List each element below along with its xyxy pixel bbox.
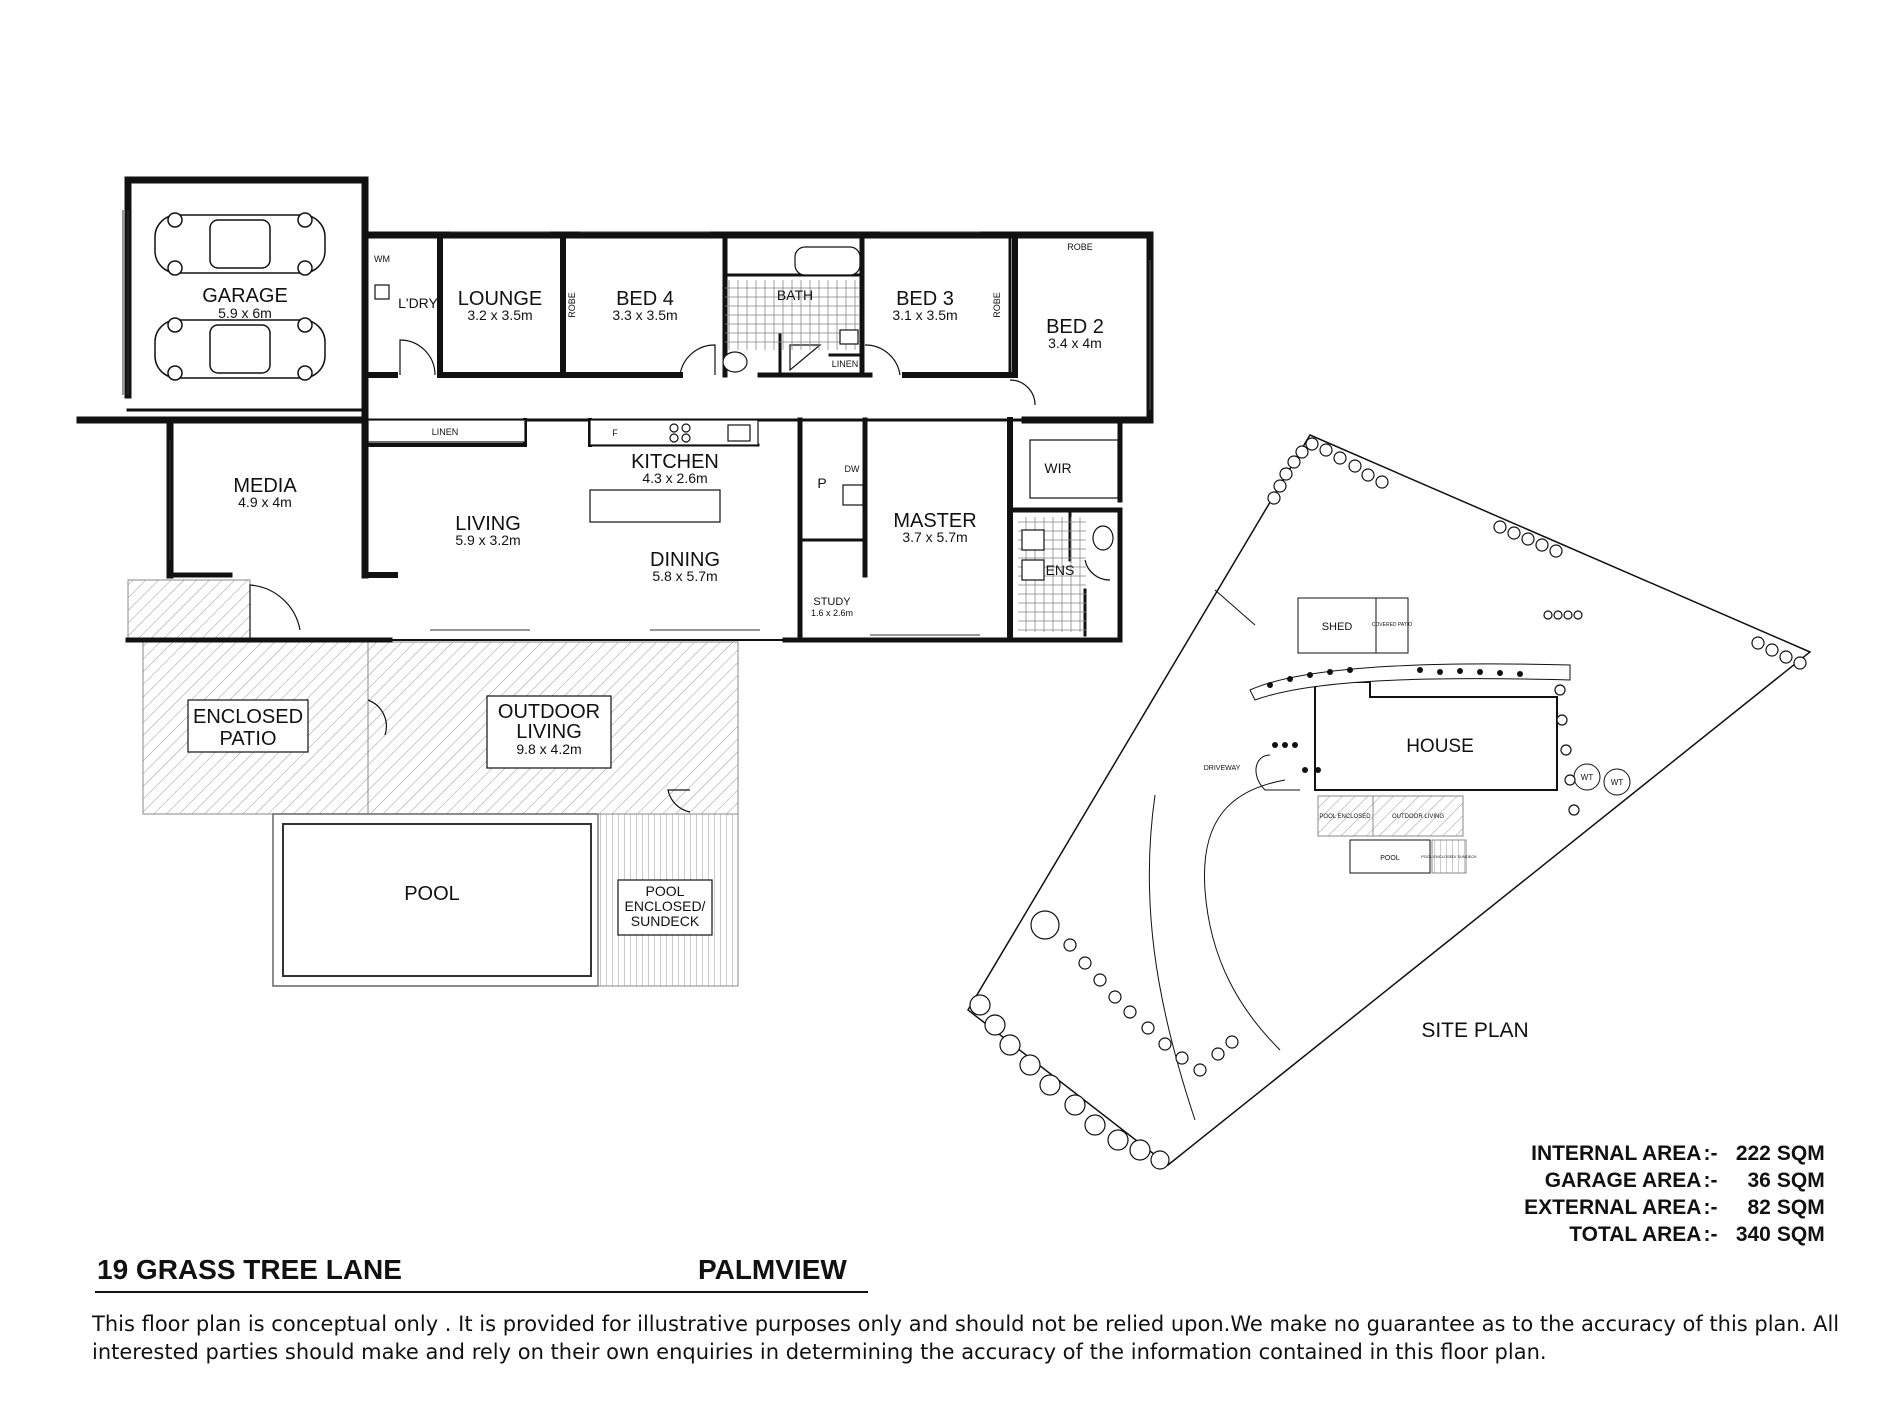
media-dim: 4.9 x 4m [238, 494, 292, 510]
hall-linen-label: LINEN [431, 427, 459, 437]
pool-label: POOL [404, 883, 460, 905]
bed3-dim: 3.1 x 3.5m [892, 307, 958, 323]
bed4-dim: 3.3 x 3.5m [612, 307, 678, 323]
lounge-dim: 3.2 x 3.5m [467, 307, 533, 323]
bed3-robe-label: ROBE [992, 292, 1002, 318]
study-dim: 1.6 x 2.6m [810, 608, 854, 618]
master-dim: 3.7 x 5.7m [902, 529, 968, 545]
master-label: MASTER [893, 510, 977, 532]
wm-label: WM [374, 254, 390, 264]
bathtub [795, 247, 860, 275]
bath-linen-label: LINEN [831, 359, 859, 369]
area-row-external [1480, 1194, 1825, 1221]
area-unit: SQM [1776, 1222, 1825, 1246]
property-address: 19 GRASS TREE LANE [97, 1254, 402, 1285]
wir-label: WIR [1044, 460, 1072, 476]
laundry-label: L'DRY [398, 295, 438, 311]
area-sep: :- [1703, 1222, 1718, 1246]
study-label: STUDY [813, 596, 851, 608]
area-sep: :- [1703, 1168, 1718, 1192]
garage-dim: 5.9 x 6m [218, 305, 272, 321]
area-row-garage [1480, 1167, 1825, 1194]
ensuite-toilet [1093, 526, 1113, 550]
area-label: TOTAL AREA [1569, 1222, 1702, 1246]
area-unit: SQM [1776, 1168, 1825, 1192]
wir-box [1030, 440, 1118, 498]
site-pool-sundeck-label: POOL ENCLOSED/ SUNDECK [1421, 854, 1477, 859]
area-unit: SQM [1776, 1195, 1825, 1219]
dining-dim: 5.8 x 5.7m [652, 568, 718, 584]
pantry-label: P [817, 475, 827, 491]
area-sep: :- [1703, 1141, 1718, 1165]
area-value: 340 [1735, 1222, 1771, 1246]
dining-label: DINING [650, 549, 720, 571]
site-outdoor-living-label: OUTDOOR LIVING [1391, 814, 1445, 820]
pool-enclosed-label-1: POOL [645, 883, 685, 899]
area-row-total [1480, 1221, 1825, 1248]
disclaimer-text: This floor plan is conceptual only . It is provided for illustrative purposes only and should not be relied upon.We make no guarantee as to the accuracy of this plan. All interested parties should make and rely on their own enquiries in determining the accuracy of the information contained in this floor plan. [92, 1312, 1840, 1364]
bed3-label: BED 3 [896, 288, 954, 310]
water-tank-1-label: WT [1580, 773, 1594, 782]
bed4-label: BED 4 [616, 288, 674, 310]
lounge-label: LOUNGE [457, 288, 543, 310]
area-unit: SQM [1776, 1141, 1825, 1165]
title-underline [95, 1291, 868, 1293]
fridge-label: F [612, 428, 618, 438]
site-plan-title: SITE PLAN [1421, 1019, 1529, 1042]
driveway-line-2 [1204, 780, 1285, 1050]
outdoor-living-dim: 9.8 x 4.2m [516, 741, 582, 757]
living-label: LIVING [455, 513, 521, 535]
kitchen-island [590, 490, 720, 522]
site-covered-patio-label: COVERED PATIO [1371, 622, 1413, 628]
garage-label: GARAGE [202, 285, 288, 307]
site-shed-label: SHED [1321, 621, 1353, 633]
site-pool-enclosed-label: POOL ENCLOSED [1319, 814, 1371, 820]
area-sep: :- [1703, 1195, 1718, 1219]
water-tank-2-label: WT [1610, 778, 1624, 787]
enclosed-patio-label-1: ENCLOSED [192, 706, 304, 728]
ensuite-label: ENS [1045, 562, 1075, 578]
area-value: 222 [1735, 1141, 1771, 1165]
site-pool-label: POOL [1380, 855, 1400, 862]
kitchen-label: KITCHEN [631, 451, 719, 473]
area-label: EXTERNAL AREA [1524, 1195, 1702, 1219]
bed2-label: BED 2 [1046, 316, 1104, 338]
pool-enclosed-label-3: SUNDECK [630, 913, 700, 929]
toilet [723, 352, 747, 372]
site-house-label: HOUSE [1406, 736, 1474, 757]
site-garden-bed [1250, 664, 1570, 700]
bed2-robe-label: ROBE [1067, 242, 1093, 252]
area-summary [1480, 1140, 1825, 1248]
outdoor-living-label-1: OUTDOOR [497, 701, 601, 723]
dishwasher-label: DW [844, 464, 860, 474]
property-suburb: PALMVIEW [698, 1254, 847, 1285]
site-driveway-label: DRIVEWAY [1203, 765, 1241, 772]
driveway-line-1 [1149, 795, 1195, 1120]
bed4-robe-label: ROBE [567, 292, 577, 318]
area-value: 36 [1747, 1168, 1771, 1192]
media-label: MEDIA [233, 475, 297, 497]
pool-enclosed-label-2: ENCLOSED/ [624, 898, 706, 914]
enclosed-patio-label-2: PATIO [219, 728, 277, 750]
bath-label: BATH [776, 287, 814, 303]
area-value: 82 [1747, 1195, 1771, 1219]
area-label: GARAGE AREA [1544, 1168, 1702, 1192]
kitchen-dim: 4.3 x 2.6m [642, 470, 708, 486]
bed2-dim: 3.4 x 4m [1048, 335, 1102, 351]
area-label: INTERNAL AREA [1531, 1141, 1702, 1165]
outdoor-living-label-2: LIVING [516, 721, 582, 743]
entry-porch-area [128, 580, 250, 640]
area-row-internal [1480, 1140, 1825, 1167]
living-dim: 5.9 x 3.2m [455, 532, 521, 548]
